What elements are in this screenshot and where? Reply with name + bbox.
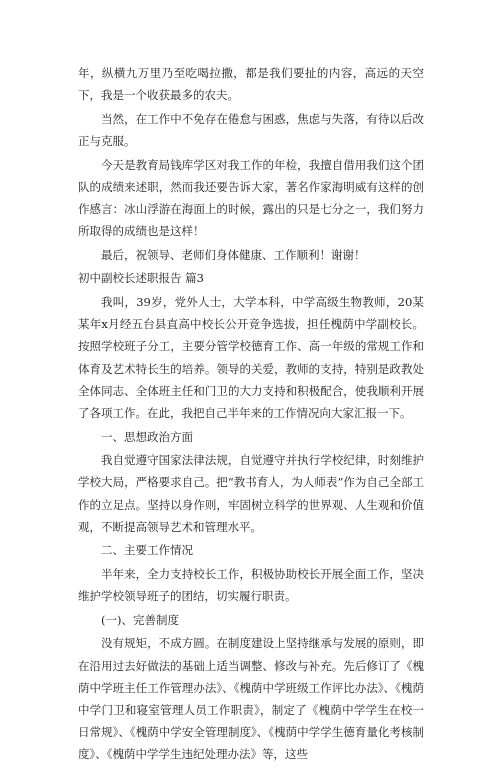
heading-main-work: 二、主要工作情况 — [101, 543, 193, 558]
paragraph-intro: 我叫，39岁，党外人士，大学本科，中学高级生物教师，20某某年x月经五台县直高中校长公开竞争选拔，担任槐荫中学副校长。按照学校班子分工，主要分管学校德育工作、高一年级的常规工作和体育及艺术特长生的培养。领导的关爱，教师的支持，特别是政教处全体同志、全体班主任和门卫的大力支持和积极配合，使我顺利开展了各项工作。在此，我把自己半年来的工作情况向大家汇报一下。 — [78, 294, 424, 420]
heading-rules: (一)、完善制度 — [101, 612, 179, 627]
paragraph-tired: 当然，在工作中不免存在倦怠与困惑，焦虑与失落，有待以后改正与克服。 — [78, 111, 424, 148]
paragraph-rules: 没有规矩，不成方圆。在制度建设上坚持继承与发展的原则，即在沿用过去好做法的基础上适当调整、修改与补充。先后修订了《槐荫中学班主任工作管理办法》、《槐荫中学班级工作评比办法》、《槐荫中学门卫和寝室管理人员工作职责》，制定了《槐荫中学学生在校一日常规》、《槐荫中学安全管理制度》、《槐荫中学学生德育量化考核制度》、《槐荫中学学生违纪处理办法》等，这些 — [78, 636, 424, 762]
paragraph-politics: 我自觉遵守国家法律法规，自觉遵守并执行学校纪律，时刻维护学校大局，严格要求自己。把“教书育人，为人师表”作为自己全部工作的立足点。坚持以身作则，牢固树立科学的世界观、人生观和价值观，不断提高领导艺术和管理水平。 — [78, 453, 424, 534]
paragraph-wishes: 最后，祝领导、老师们身体健康、工作顺利！谢谢！ — [101, 247, 366, 262]
paragraph-work-summary: 半年来，全力支持校长工作，积极协助校长开展全面工作，坚决维护学校领导班子的团结，切实履行职责。 — [78, 566, 424, 604]
paragraph-annual-review: 今天是教育局钱库学区对我工作的年检，我擅自借用我们这个团队的成绩来述职，然而我还要告诉大家，著名作家海明威有这样的创作感言：冰山浮游在海面上的时候，露出的只是七分之一，我们努力所取得的成绩也是这样！ — [78, 157, 424, 239]
document-page — [78, 62, 424, 767]
section-title: 初中副校长述职报告 篇3 — [78, 271, 204, 286]
heading-politics: 一、思想政治方面 — [101, 429, 193, 444]
paragraph-continuation: 年，纵横九万里乃至吃喝拉撒，都是我们要扯的内容，高远的天空下，我是一个收获最多的农夫。 — [78, 66, 424, 103]
